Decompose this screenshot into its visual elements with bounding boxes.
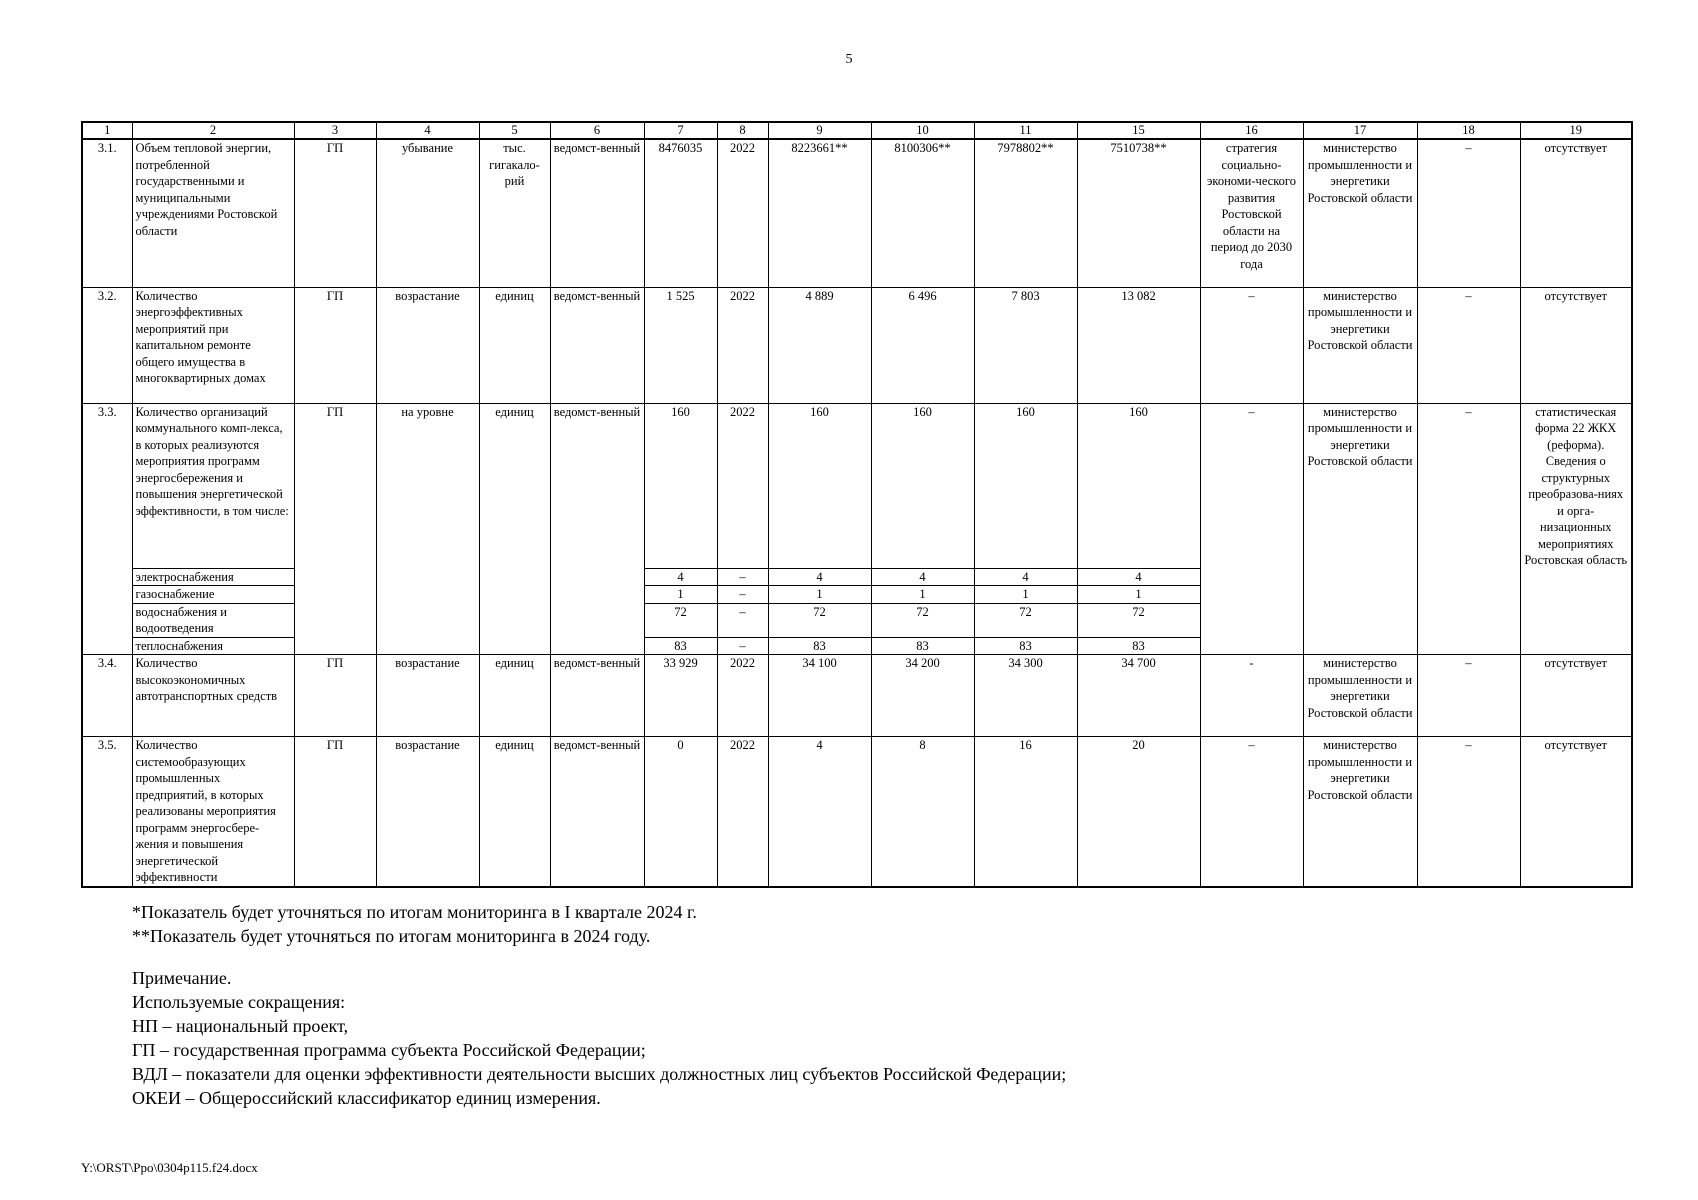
header-cell: 7	[644, 122, 717, 139]
value-col9: 4 889	[768, 287, 871, 403]
indicator-trend: возрастание	[376, 287, 479, 403]
value-col10: 6 496	[871, 287, 974, 403]
value-col11: 34 300	[974, 655, 1077, 737]
responsible-body: министерство промышленности и энергетики Ростовской области	[1303, 655, 1417, 737]
base-value: 8476035	[644, 139, 717, 287]
base-value: 1	[644, 586, 717, 604]
indicator-trend: возрастание	[376, 737, 479, 887]
value-col15: 72	[1077, 603, 1200, 637]
row-number: 3.2.	[82, 287, 132, 403]
document-reference: -	[1200, 655, 1303, 737]
value-col10: 1	[871, 586, 974, 604]
indicator-type: ГП	[294, 737, 376, 887]
table-row	[82, 139, 1632, 287]
responsible-body: министерство промышленности и энергетики Ростовской области	[1303, 139, 1417, 287]
indicator-source: ведомст-венный	[550, 403, 644, 655]
row-number: 3.5.	[82, 737, 132, 887]
info-system: отсутствует	[1520, 737, 1632, 887]
indicator-unit: тыс. гигакало-рий	[479, 139, 550, 287]
value-col11: 4	[974, 568, 1077, 586]
value-col9: 72	[768, 603, 871, 637]
info-system: отсутствует	[1520, 287, 1632, 403]
value-col15: 1	[1077, 586, 1200, 604]
row-number: 3.3.	[82, 403, 132, 655]
value-col15: 34 700	[1077, 655, 1200, 737]
indicator-name: Количество высокоэкономичных автотранспортных средств	[132, 655, 294, 737]
subitem-name: электроснабжения	[132, 568, 294, 586]
col18-value: –	[1417, 403, 1520, 655]
indicator-type: ГП	[294, 139, 376, 287]
value-col15: 160	[1077, 403, 1200, 568]
table-row	[82, 737, 1632, 887]
info-system: отсутствует	[1520, 139, 1632, 287]
value-col15: 83	[1077, 637, 1200, 655]
responsible-body: министерство промышленности и энергетики Ростовской области	[1303, 403, 1417, 655]
col18-value: –	[1417, 655, 1520, 737]
base-value: 1 525	[644, 287, 717, 403]
value-col9: 4	[768, 737, 871, 887]
indicators-table	[81, 121, 1633, 888]
value-col9: 4	[768, 568, 871, 586]
value-col9: 83	[768, 637, 871, 655]
value-col9: 1	[768, 586, 871, 604]
value-col10: 4	[871, 568, 974, 586]
col18-value: –	[1417, 737, 1520, 887]
value-col10: 83	[871, 637, 974, 655]
abbreviation-gp: ГП – государственная программа субъекта Российской Федерации;	[132, 1040, 646, 1060]
base-year: 2022	[717, 655, 768, 737]
value-col11: 7978802**	[974, 139, 1077, 287]
notes-section	[132, 900, 1066, 1110]
info-system: отсутствует	[1520, 655, 1632, 737]
indicator-unit: единиц	[479, 655, 550, 737]
responsible-body: министерство промышленности и энергетики Ростовской области	[1303, 737, 1417, 887]
indicator-source: ведомст-венный	[550, 655, 644, 737]
footnote-1: *Показатель будет уточняться по итогам мониторинга в I квартале 2024 г.	[132, 902, 697, 922]
header-cell: 15	[1077, 122, 1200, 139]
document-reference: –	[1200, 287, 1303, 403]
value-col10: 72	[871, 603, 974, 637]
header-cell: 2	[132, 122, 294, 139]
base-year: –	[717, 637, 768, 655]
value-col11: 7 803	[974, 287, 1077, 403]
value-col10: 160	[871, 403, 974, 568]
base-year: 2022	[717, 403, 768, 568]
document-reference: –	[1200, 737, 1303, 887]
base-year: –	[717, 586, 768, 604]
header-cell: 3	[294, 122, 376, 139]
base-year: 2022	[717, 139, 768, 287]
document-reference: стратегия социально-экономи-ческого развития Ростовской области на период до 2030 года	[1200, 139, 1303, 287]
file-path: Y:\ORST\Ppo\0304p115.f24.docx	[81, 1160, 258, 1175]
row-number: 3.4.	[82, 655, 132, 737]
base-year: –	[717, 603, 768, 637]
indicator-trend: убывание	[376, 139, 479, 287]
abbreviation-okei: ОКЕИ – Общероссийский классификатор единиц измерения.	[132, 1088, 601, 1108]
page-number: 5	[845, 52, 853, 67]
indicator-trend: на уровне	[376, 403, 479, 655]
indicator-type: ГП	[294, 655, 376, 737]
col18-value: –	[1417, 139, 1520, 287]
footnote-2: **Показатель будет уточняться по итогам мониторинга в 2024 году.	[132, 926, 651, 946]
abbreviation-np: НП – национальный проект,	[132, 1016, 349, 1036]
base-year: 2022	[717, 287, 768, 403]
header-cell: 4	[376, 122, 479, 139]
value-col15: 20	[1077, 737, 1200, 887]
indicator-unit: единиц	[479, 403, 550, 655]
base-value: 0	[644, 737, 717, 887]
header-cell: 18	[1417, 122, 1520, 139]
base-value: 160	[644, 403, 717, 568]
value-col9: 34 100	[768, 655, 871, 737]
indicator-name: Количество организаций коммунального комп-лекса, в которых реализуются мероприятия программ энергосбережения и повышения энергетической эффективности, в том числе:	[132, 403, 294, 568]
subitem-name: водоснабжения и водоотведения	[132, 603, 294, 637]
indicator-name: Объем тепловой энергии, потребленной государственными и муниципальными учреждениями Ростовской области	[132, 139, 294, 287]
header-cell: 11	[974, 122, 1077, 139]
value-col9: 8223661**	[768, 139, 871, 287]
header-cell: 16	[1200, 122, 1303, 139]
header-cell: 5	[479, 122, 550, 139]
responsible-body: министерство промышленности и энергетики Ростовской области	[1303, 287, 1417, 403]
table-row	[82, 655, 1632, 737]
indicator-type: ГП	[294, 403, 376, 655]
indicator-source: ведомст-венный	[550, 139, 644, 287]
table-row	[82, 287, 1632, 403]
base-value: 4	[644, 568, 717, 586]
value-col11: 1	[974, 586, 1077, 604]
value-col11: 16	[974, 737, 1077, 887]
document-reference: –	[1200, 403, 1303, 655]
base-value: 72	[644, 603, 717, 637]
value-col11: 83	[974, 637, 1077, 655]
base-year: –	[717, 568, 768, 586]
value-col11: 160	[974, 403, 1077, 568]
value-col9: 160	[768, 403, 871, 568]
base-year: 2022	[717, 737, 768, 887]
indicator-type: ГП	[294, 287, 376, 403]
indicator-unit: единиц	[479, 737, 550, 887]
indicator-name: Количество системообразующих промышленных предприятий, в которых реализованы мероприятия программ энергосбере-жения и повышения энергетической эффективности	[132, 737, 294, 887]
info-system: статистическая форма 22 ЖКХ (реформа). Сведения о структурных преобразова-ниях и орга-низационных мероприятиях Ростовская область	[1520, 403, 1632, 655]
indicator-name: Количество энергоэффективных мероприятий при капитальном ремонте общего имущества в многоквартирных домах	[132, 287, 294, 403]
value-col10: 8	[871, 737, 974, 887]
base-value: 33 929	[644, 655, 717, 737]
abbreviation-vdl: ВДЛ – показатели для оценки эффективности деятельности высших должностных лиц субъектов Российской Федерации;	[132, 1064, 1067, 1084]
header-cell: 9	[768, 122, 871, 139]
abbreviations-title: Используемые сокращения:	[132, 992, 346, 1012]
header-cell: 6	[550, 122, 644, 139]
indicator-source: ведомст-венный	[550, 287, 644, 403]
value-col10: 8100306**	[871, 139, 974, 287]
subitem-name: теплоснабжения	[132, 637, 294, 655]
indicator-unit: единиц	[479, 287, 550, 403]
indicator-source: ведомст-венный	[550, 737, 644, 887]
header-cell: 10	[871, 122, 974, 139]
header-cell: 19	[1520, 122, 1632, 139]
table-row	[82, 403, 1632, 568]
value-col11: 72	[974, 603, 1077, 637]
note-title: Примечание.	[132, 968, 232, 988]
subitem-name: газоснабжение	[132, 586, 294, 604]
col18-value: –	[1417, 287, 1520, 403]
header-cell: 8	[717, 122, 768, 139]
base-value: 83	[644, 637, 717, 655]
header-row	[82, 122, 1632, 139]
value-col15: 13 082	[1077, 287, 1200, 403]
value-col10: 34 200	[871, 655, 974, 737]
value-col15: 7510738**	[1077, 139, 1200, 287]
value-col15: 4	[1077, 568, 1200, 586]
header-cell: 1	[82, 122, 132, 139]
indicator-trend: возрастание	[376, 655, 479, 737]
header-cell: 17	[1303, 122, 1417, 139]
row-number: 3.1.	[82, 139, 132, 287]
